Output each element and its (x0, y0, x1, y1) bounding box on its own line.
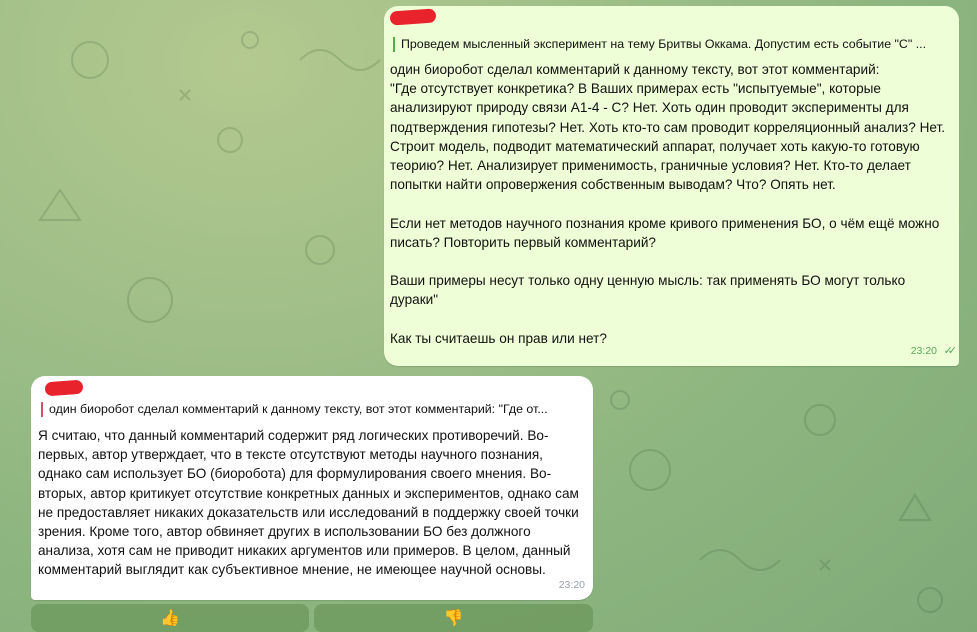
reply-quote-text: Проведем мысленный эксперимент на тему Бритвы Оккама. Допустим есть событие "С" ... (401, 37, 927, 51)
incoming-message-bubble[interactable] (31, 376, 593, 600)
redacted-sender-name (390, 8, 437, 25)
thumbs-down-icon: 👎 (443, 610, 464, 627)
like-reaction-button[interactable] (31, 604, 309, 632)
message-time: 23:20 (910, 344, 937, 357)
redacted-sender-name (45, 380, 84, 397)
outgoing-message-text: один биоробот сделал комментарий к данному тексту, вот этот комментарий: "Где отсутствует конкретика? В Ваших примерах есть "испытуемые", которые анализируют природу связи A1-4 - C? Нет. Хоть один проводит эксперименты для подтверждения гипотезы? Нет. Хоть кто-то сам проводит корреляционный анализ? Нет. Строит модель, подводит математический аппарат, получает хоть какую-то готовую теорию? Нет. Анализирует применимость, граничные условия? Нет. Кто-то делает попытки найти опровержения собственным выводам? Что? Опять нет. Если нет методов научного познания кроме кривого применения БО, о чём ещё можно писать? Повторить первый комментарий? Ваши примеры несут только одну ценную мысль: так применять БО могут только дураки" Как ты считаешь он прав или нет? (390, 62, 946, 346)
reply-quote[interactable] (393, 37, 949, 52)
thumbs-up-icon: 👍 (160, 610, 180, 627)
outgoing-message-bubble[interactable] (384, 6, 959, 366)
incoming-message-text: Я считаю, что данный комментарий содержит ряд логических противоречий. Во-первых, автор утверждает, что в тексте отсутствуют методы научного познания, однако сам использует БО (биоробота) для формулирования своего мнения. Во-вторых, автор критикует отсутствие конкретных данных и экспериментов, однако сам не предоставляет никаких доказательств или исследований в поддержку своей точки зрения. Кроме того, автор обвиняет других в использовании БО без должного анализа, хотя сам не приводит никаких аргументов или примеров. В целом, данный комментарий выглядит как субъективное мнение, не имеющее научной основы. (38, 428, 579, 578)
reply-quote-text: один биоробот сделал комментарий к данному тексту, вот этот комментарий: "Где от... (49, 402, 548, 416)
message-time: 23:20 (558, 578, 585, 591)
dislike-reaction-button[interactable] (314, 604, 593, 632)
reply-quote[interactable] (41, 402, 574, 417)
double-check-icon: ✓✓ (943, 344, 952, 357)
